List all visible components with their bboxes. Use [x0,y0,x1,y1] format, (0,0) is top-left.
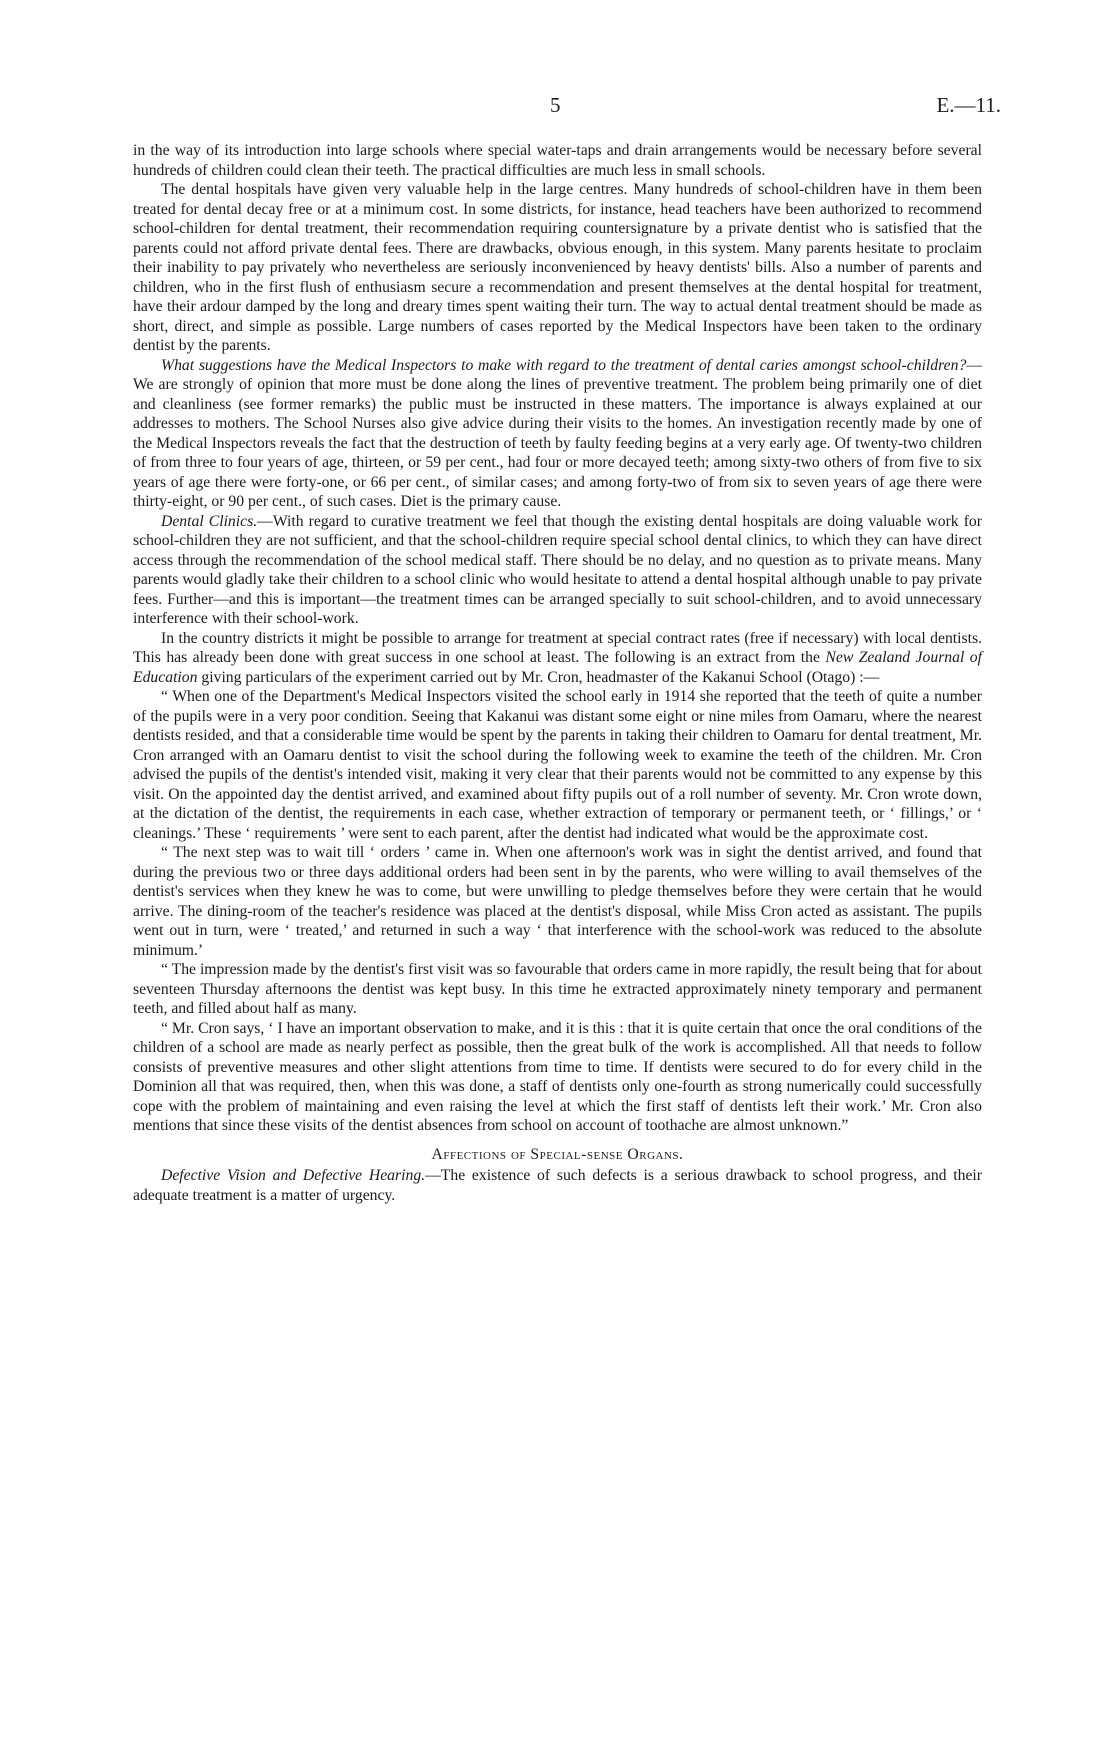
paragraph-body: —With regard to curative treatment we feel that though the existing dental hospitals are doing valuable work for school-children they are not sufficient, and that the school-children require special school dental clinics, to which they can have direct access through the recommendation of the school medical staff. There should be no delay, and no question as to private means. Many parents would gladly take their children to a school clinic who would hesitate to attend a dental hospital although unable to pay private fees. Further—and this is important—the treatment times can be arranged specially to suit school-children, and to avoid unnecessary interference with their school-work. [133,512,982,627]
body-text [133,141,982,1205]
page-header [0,93,1114,123]
section-heading: Affections of Special-sense Organs. [431,1145,684,1163]
paragraph-defective-vision [133,1166,982,1205]
page-number: 5 [550,93,561,117]
document-reference: E.—11. [936,93,1001,117]
paragraph-dental-clinics [133,512,982,629]
paragraph-country-districts [133,629,982,688]
paragraph-body-before: In the country districts it might be possible to arrange for treatment at special contract rates (free if necessary) with local dentists. This has already been done with great success in one school at least. The following is an extract from the [133,629,982,666]
paragraph-lead-italic: What suggestions have the Medical Inspectors to make with regard to the treatment of dental caries amongst school-children? [161,356,967,374]
quote-paragraph-1: “ When one of the Department's Medical Inspectors visited the school early in 1914 she reported that the teeth of quite a number of the pupils were in a very poor condition. Seeing that Kakanui was distant some eight or nine miles from Oamaru, where the nearest dentists resided, and that a considerable time would be spent by the parents in taking their children to Oamaru for dental treatment, Mr. Cron arranged with an Oamaru dentist to visit the school during the following week to examine the teeth of the children. Mr. Cron advised the pupils of the dentist's intended visit, making it very clear that their parents would not be committed to any expense by this visit. On the appointed day the dentist arrived, and examined about fifty pupils out of a roll number of seventy. Mr. Cron wrote down, at the dictation of the dentist, the requirements in each case, whether extraction of temporary or permanent teeth, or ‘ fillings,’ or ‘ cleanings.’ These ‘ requirements ’ were sent to each parent, after the dentist had indicated what would be the approximate cost. [133,688,982,842]
paragraph-body: —We are strongly of opinion that more must be done along the lines of preventive treatment. The problem being primarily one of diet and cleanliness (see former remarks) the public must be instructed in these matters. The importance is always explained at our addresses to mothers. The School Nurses also give advice during their visits to the homes. An investigation recently made by one of the Medical Inspectors reveals the fact that the destruction of teeth by faulty feeding begins at a very early age. Of twenty-two children of from three to four years of age, thirteen, or 59 per cent., had four or more decayed teeth; among sixty-two others of from five to six years of age there were forty-one, or 66 per cent., of similar cases; and among forty-two of from six to seven years of age there were thirty-eight, or 90 per cent., of such cases. Diet is the primary cause. [133,356,982,510]
journal-title-italic: New Zealand Journal of Education [133,649,982,686]
paragraph-lead-italic: Defective Vision and Defective Hearing. [161,1167,426,1184]
paragraph-suggestions [133,356,982,512]
quote-paragraph-3: “ The impression made by the dentist's first visit was so favourable that orders came in more rapidly, the result being that for about seventeen Thursday afternoons the dentist was kept busy. In this time he extracted approximately ninety temporary and permanent teeth, and filled about half as many. [133,961,982,1017]
paragraph-dental-hospitals: The dental hospitals have given very valuable help in the large centres. Many hundreds of school-children have in them been treated for dental decay free or at a minimum cost. In some districts, for instance, head teachers have been authorized to recommend school-children for dental treatment, their recommendation requiring countersignature by a private dentist who is satisfied that the parents could not afford private dental fees. There are drawbacks, obvious enough, in this system. Many parents hesitate to proclaim their inability to pay privately who nevertheless are seriously inconvenienced by heavy dentists' bills. Also a number of parents and children, who in the first flush of enthusiasm secure a recommendation and present themselves at the dental hospital for treatment, have their ardour damped by the long and dreary times spent waiting their turn. The way to actual dental treatment should be made as short, direct, and simple as possible. Large numbers of cases reported by the Medical Inspectors have been taken to the ordinary dentist by the parents. [133,181,982,354]
paragraph-lead-italic: Dental Clinics. [161,512,258,530]
paragraph-body: —The existence of such defects is a serious drawback to school progress, and their adequate treatment is a matter of urgency. [133,1167,983,1204]
quote-paragraph-2: “ The next step was to wait till ‘ orders ’ came in. When one afternoon's work was in sight the dentist arrived, and found that during the previous two or three days additional orders had been sent in by the parents, who were willing to avail themselves of the dentist's services when they knew he was to come, but were unwilling to pledge themselves before they were certain that he would arrive. The dining-room of the teacher's residence was placed at the dentist's disposal, while Miss Cron acted as assistant. The pupils went out in turn, were ‘ treated,’ and returned in such a way ‘ that interference with the school-work was reduced to the absolute minimum.’ [133,844,982,959]
paragraph-body-after: giving particulars of the experiment carried out by Mr. Cron, headmaster of the Kakanui School (Otago) :— [197,668,880,686]
paragraph-continuation: in the way of its introduction into large schools where special water-taps and drain arrangements would be necessary before several hundreds of children could clean their teeth. The practical difficulties are much less in small schools. [133,142,982,179]
quote-paragraph-4: “ Mr. Cron says, ‘ I have an important observation to make, and it is this : that it is quite certain that once the oral conditions of the children of a school are made as nearly perfect as possible, then the great bulk of the work is accomplished. All that needs to follow consists of preventive measures and other slight attentions from time to time. If dentists were secured to do for every child in the Dominion all that was required, then, when this was done, a staff of dentists only one-fourth as strong numerically could successfully cope with the problem of maintaining and even raising the level at which the first staff of dentists left their work.’ Mr. Cron also mentions that since these visits of the dentist absences from school on account of toothache are almost unknown.” [133,1019,982,1134]
